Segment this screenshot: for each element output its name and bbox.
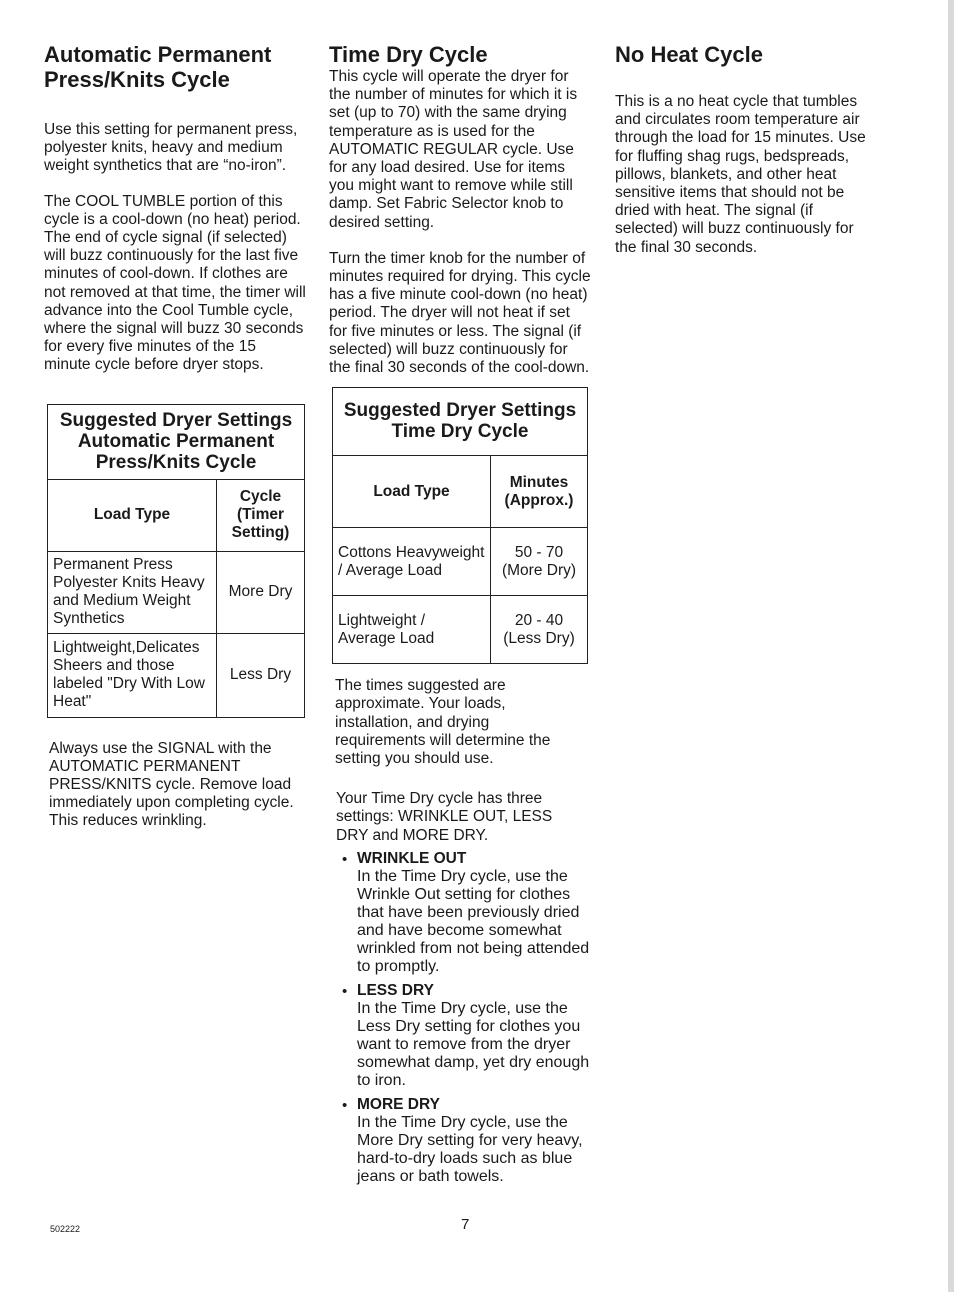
list-item: [335, 1096, 593, 1186]
list-item: [335, 850, 593, 976]
load-type-cell: Cottons Heavyweight / Average Load: [333, 528, 491, 596]
load-type-cell: Lightweight / Average Load: [333, 596, 491, 664]
section-title-automatic-permanent-press: Automatic Permanent Press/Knits Cycle: [44, 42, 272, 92]
column-time-dry: [329, 0, 591, 1192]
bullet-icon: •: [342, 850, 348, 868]
column-automatic-permanent-press: [44, 0, 306, 831]
minutes-cell: 50 - 70 (More Dry): [491, 528, 588, 596]
document-code: 502222: [50, 1224, 81, 1234]
settings-intro: Your Time Dry cycle has three settings: WRINKLE OUT, LESS DRY and MORE DRY.: [336, 790, 553, 844]
column-no-heat: [615, 0, 873, 257]
cool-tumble-description: The COOL TUMBLE portion of this cycle is a cool-down (no heat) period. The end of cycle signal (if selected) will buzz continuously for the last five minutes of cool-down. If clothes are not removed at that time, the timer will advance into the Cool Tumble cycle, where the signal will buzz 30 seconds for every five minutes of the 15 minute cycle before dryer stops.: [44, 192, 306, 374]
minutes-cell: 20 - 40 (Less Dry): [491, 596, 588, 664]
option-name: LESS DRY: [357, 982, 434, 1000]
load-type-cell: Permanent Press Polyester Knits Heavy and Medium Weight Synthetics: [48, 551, 217, 633]
header-minutes: Minutes (Approx.): [491, 456, 588, 528]
no-heat-description: This is a no heat cycle that tumbles and circulates room temperature air through the load for 15 minutes. Use for fluffing shag rugs, bedspreads, pillows, blankets, and other heat sensitive items that should not be dried with heat. The signal (if selected) will buzz continuously for the final 30 seconds.: [615, 93, 866, 256]
option-name: WRINKLE OUT: [357, 849, 467, 867]
option-text: In the Time Dry cycle, use the Wrinkle Out setting for clothes that have been previously dried and have become somewhat wrinkled from not being attended to promptly.: [357, 868, 590, 976]
table-caption: Suggested Dryer Settings Time Dry Cycle: [333, 388, 588, 456]
table-row: [333, 596, 588, 664]
time-dry-options-list: [335, 850, 593, 1187]
header-cycle-setting: Cycle (Timer Setting): [217, 479, 305, 551]
setting-cell: More Dry: [217, 551, 305, 633]
option-name: MORE DRY: [357, 1096, 440, 1114]
list-item: [335, 982, 593, 1090]
page-edge-shadow: [948, 0, 954, 1292]
signal-note: Always use the SIGNAL with the AUTOMATIC PERMANENT PRESS/KNITS cycle. Remove load immediately upon completing cycle. This reduces wrinkling.: [49, 739, 294, 830]
table-row: [48, 551, 305, 633]
header-load-type: Load Type: [333, 456, 491, 528]
option-text: In the Time Dry cycle, use the Less Dry setting for clothes you want to remove from the dryer somewhat damp, yet dry enough to iron.: [357, 1000, 590, 1090]
setting-cell: Less Dry: [217, 633, 305, 717]
time-dry-intro: This cycle will operate the dryer for the number of minutes for which it is set (up to 70) with the same drying temperature as is used for the AUTOMATIC REGULAR cycle. Use for any load desired. Use for items you might want to remove while still damp. Set Fabric Selector knob to desired setting.: [329, 68, 578, 231]
load-type-cell: Lightweight,Delicates Sheers and those labeled "Dry With Low Heat": [48, 633, 217, 717]
times-note: The times suggested are approximate. Your loads, installation, and drying requirements will determine the setting you should use.: [335, 677, 551, 768]
permanent-press-intro: Use this setting for permanent press, polyester knits, heavy and medium weight synthetics that are “no-iron”.: [44, 121, 298, 175]
permanent-press-settings-table: [47, 404, 305, 718]
table-row: [48, 633, 305, 717]
option-text: In the Time Dry cycle, use the More Dry setting for very heavy, hard-to-dry loads such as blue jeans or bath towels.: [357, 1114, 583, 1186]
header-load-type: Load Type: [48, 479, 217, 551]
bullet-icon: •: [342, 1097, 348, 1115]
bullet-icon: •: [342, 983, 348, 1001]
section-title-no-heat: No Heat Cycle: [615, 42, 763, 67]
table-caption: Suggested Dryer Settings Automatic Permanent Press/Knits Cycle: [48, 404, 305, 479]
table-row: [333, 528, 588, 596]
page-number: 7: [461, 1216, 470, 1233]
time-dry-settings-table: [332, 387, 588, 664]
section-title-time-dry: Time Dry Cycle: [329, 42, 488, 67]
timer-description: Turn the timer knob for the number of minutes required for drying. This cycle has a five minute cool-down (no heat) period. The dryer will not heat if set for five minutes or less. The signal (if selected) will buzz continuously for the final 30 seconds of the cool-down.: [329, 249, 591, 377]
